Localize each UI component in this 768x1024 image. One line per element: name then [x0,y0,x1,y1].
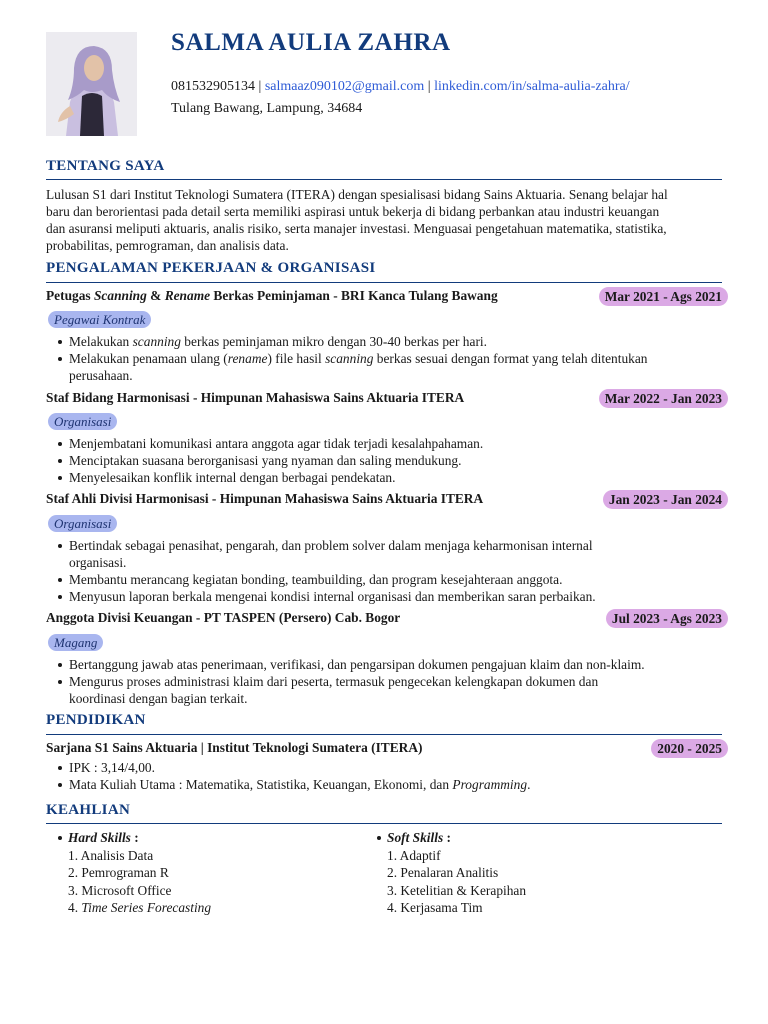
section-title-education: PENDIDIKAN [46,712,146,728]
job-type-badge: Magang [48,634,103,651]
list-item: Bertanggung jawab atas penerimaan, verifikasi, dan pengarsipan dokumen pengajuan klaim dan non-klaim. [46,656,726,673]
section-divider [46,734,722,735]
list-item: 4. Kerjasama Tim [387,900,483,915]
list-item: Menciptakan suasana berorganisasi yang nyaman dan saling mendukung. [46,452,726,469]
job-type-badge: Organisasi [48,515,117,532]
job-date-badge: Mar 2021 - Ags 2021 [599,287,728,306]
list-item: Menyelesaikan konflik internal dengan berbagai pendekatan. [46,469,726,486]
section-divider [46,823,722,824]
job-bullets [46,333,726,384]
list-item: 4. Time Series Forecasting [68,900,212,915]
list-item: 1. Adaptif [387,847,441,863]
list-item: Mengurus proses administrasi klaim dari peserta, termasuk pengecekan kelengkapan dokumen dan koordinasi dengan bagian terkait. [46,673,726,707]
section-title-about: TENTANG SAYA [46,158,165,174]
list-item: 2. Penalaran Analitis [387,865,499,880]
separator: | [427,79,431,94]
list-item: IPK : 3,14/4,00. [46,759,726,776]
education-bullets [46,759,726,793]
list-item: Membantu merancang kegiatan bonding, teambuilding, dan program kesejahteraan anggota. [46,571,726,588]
list-item: Menyusun laporan berkala mengenai kondisi internal organisasi dan memberikan saran perbaikan. [46,588,726,605]
list-item: Mata Kuliah Utama : Matematika, Statistika, Keuangan, Ekonomi, dan Programming. [46,776,726,793]
job-title-text: & [146,288,165,303]
hard-skills-list [57,829,211,917]
section-title-skills: KEAHLIAN [46,802,131,818]
profile-photo-image [46,32,137,136]
list-item: Melakukan penamaan ulang (rename) file hasil scanning berkas sesuai dengan format yang telah ditentukan perusahaan. [46,350,726,384]
about-line: baru dan berorientasi pada detail serta memiliki aspirasi untuk bekerja di bidang perbankan atau industri keuangan [46,204,660,219]
contact-line [171,79,630,95]
section-divider [46,282,722,283]
hard-skills-heading: Hard Skills : [57,829,211,847]
candidate-name: SALMA AULIA ZAHRA [171,29,451,56]
section-title-experience: PENGALAMAN PEKERJAAN & ORGANISASI [46,260,376,276]
about-paragraph [46,186,724,254]
job-title-text: Rename [164,288,211,303]
job-title [46,288,498,304]
job-bullets [46,435,726,486]
address: Tulang Bawang, Lampung, 34684 [171,101,363,116]
email-link[interactable]: salmaaz090102@gmail.com [264,79,425,94]
job-title: Staf Ahli Divisi Harmonisasi - Himpunan Mahasiswa Sains Aktuaria ITERA [46,491,484,506]
job-date-badge: Mar 2022 - Jan 2023 [599,389,728,408]
job-title: Anggota Divisi Keuangan - PT TASPEN (Persero) Cab. Bogor [46,610,401,625]
job-type-badge: Organisasi [48,413,117,430]
list-item: 1. Analisis Data [68,847,154,863]
job-date-badge: Jan 2023 - Jan 2024 [603,490,728,509]
section-divider [46,179,722,180]
job-type-badge: Pegawai Kontrak [48,311,151,328]
phone-number: 081532905134 [171,79,255,94]
soft-skills-heading: Soft Skills : [376,829,526,847]
job-bullets [46,656,726,707]
job-title-text: Berkas Peminjaman - BRI Kanca Tulang Bawang [210,288,498,303]
job-date-badge: Jul 2023 - Ags 2023 [606,609,728,628]
education-date-badge: 2020 - 2025 [651,739,728,758]
profile-photo [46,32,137,136]
soft-skills-list [376,829,526,917]
linkedin-link[interactable]: linkedin.com/in/salma-aulia-zahra/ [434,79,630,94]
list-item: 3. Ketelitian & Kerapihan [387,882,527,898]
job-title-text: Scanning [93,288,147,303]
list-item: Bertindak sebagai penasihat, pengarah, dan problem solver dalam menjaga keharmonisan internal organisasi. [46,537,726,571]
job-title-text: Petugas [46,288,94,303]
job-bullets [46,537,726,605]
about-line: probabilitas, pemrograman, dan analisis data. [46,238,289,253]
degree-title: Sarjana S1 Sains Aktuaria | Institut Teknologi Sumatera (ITERA) [46,740,423,755]
about-line: dan asuransi meliputi aktuaris, analis risiko, serta manajer investasi. Menguasai pengetahuan matematika, statistika, [46,221,667,236]
list-item: 2. Pemrograman R [68,865,169,880]
list-item: Melakukan scanning berkas peminjaman mikro dengan 30-40 berkas per hari. [46,333,726,350]
separator: | [258,79,262,94]
list-item: Menjembatani komunikasi antara anggota agar tidak terjadi kesalahpahaman. [46,435,726,452]
job-title: Staf Bidang Harmonisasi - Himpunan Mahasiswa Sains Aktuaria ITERA [46,390,465,405]
list-item: 3. Microsoft Office [68,882,172,898]
about-line: Lulusan S1 dari Institut Teknologi Sumatera (ITERA) dengan spesialisasi bidang Sains Aktuaria. Senang belajar hal [46,187,668,202]
